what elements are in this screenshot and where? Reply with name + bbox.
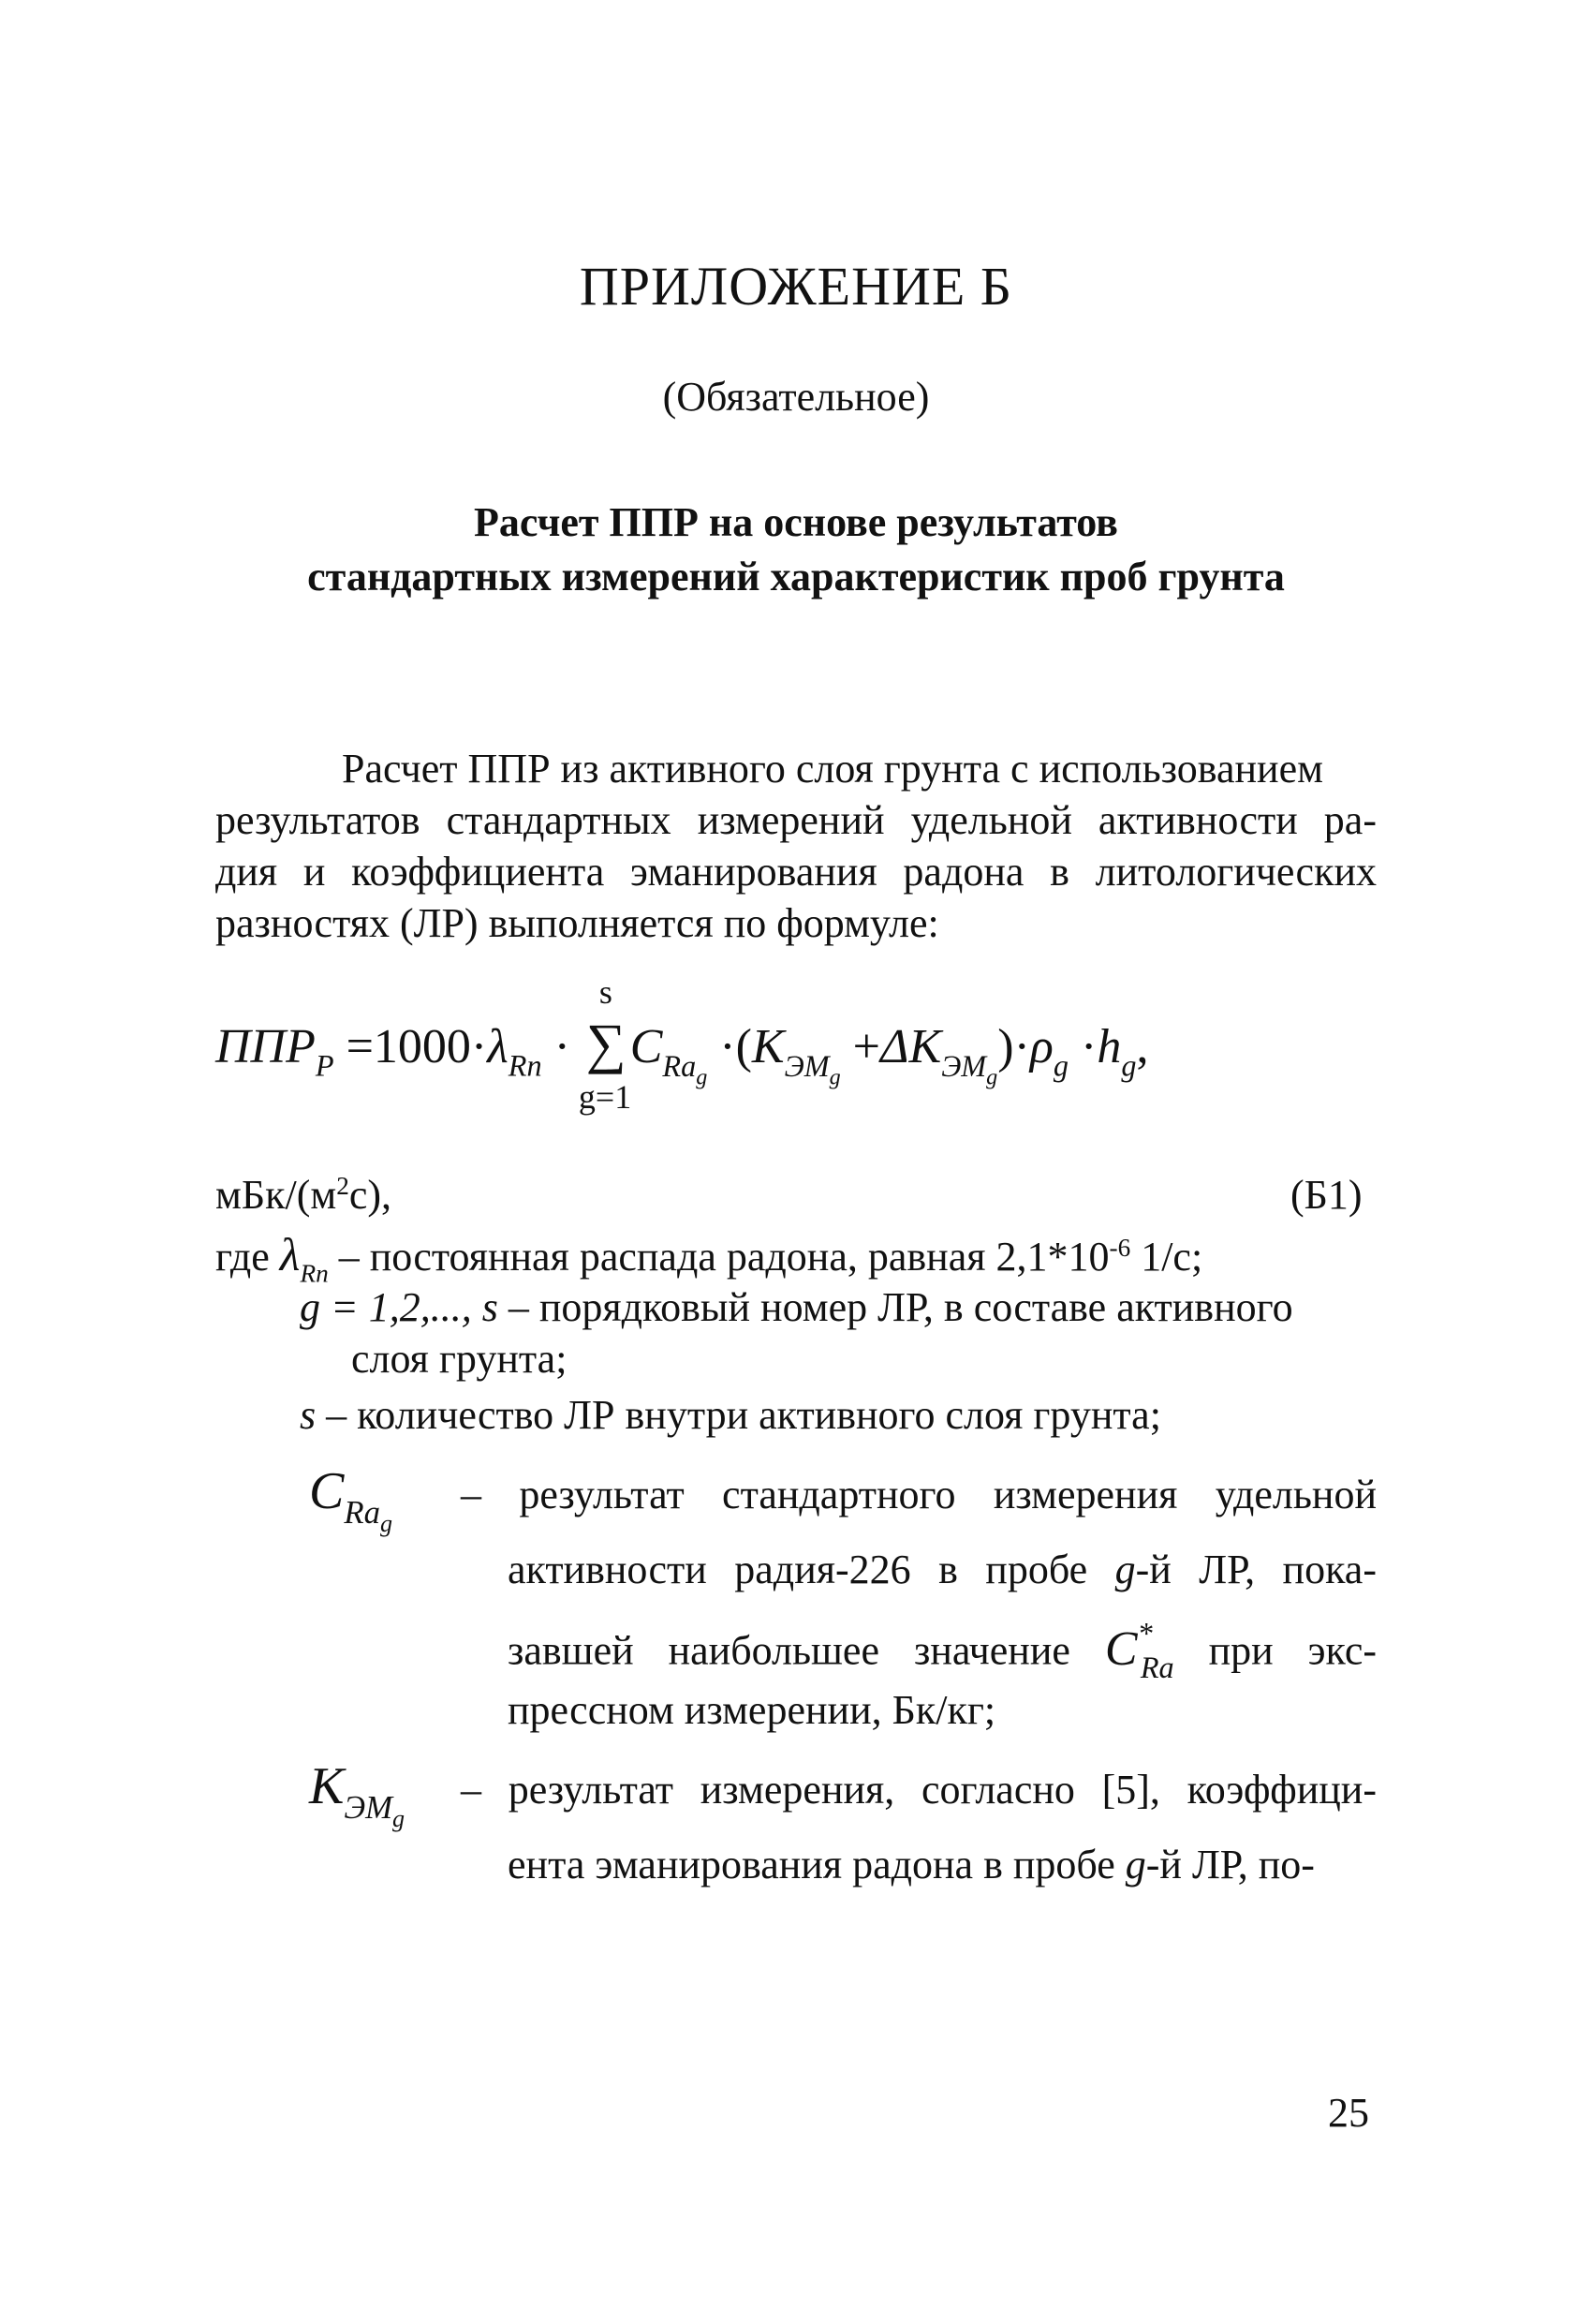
dk-subsub: g [986,1063,998,1089]
sum-upper-limit: s [598,973,612,1011]
def-k-line2: ента эманирования радона в пробе g-й ЛР, по- [508,1842,1315,1887]
formula-lhs: ППР [215,1020,316,1073]
def-k-symbol: $K_{ЭМ_g}$ [309,1757,405,1832]
dk-sub: ЭМ [941,1048,987,1083]
formula-units: мБк/$(м^2с)$, [215,1172,392,1218]
lambda-sub: Rn [508,1048,542,1083]
h-sub: g [1121,1048,1137,1083]
def-k-line1: – результат измерения, согласно [5], коэффици- [461,1767,1377,1813]
def-lambda: где $\lambda_{Rn}$ – постоянная распада радона, равная $2,1*10^{-6}$ 1/с; [215,1228,1203,1288]
k-sub: ЭМ [784,1048,830,1083]
c-symbol: C [629,1020,663,1073]
def-g-cont: слоя грунта; [351,1336,568,1382]
def-g: g = 1,2,..., s – порядковый номер ЛР, в составе активного [300,1284,1293,1330]
formula-const: =1000· [346,1020,488,1073]
def-s: s – количество ЛР внутри активного слоя грунта; [300,1392,1161,1438]
sum-lower-limit: g=1 [578,1078,632,1116]
def-c-symbol: $C_{Ra_g}$ [309,1462,392,1537]
appendix-status: (Обязательное) [662,374,930,420]
intro-line-4: разностях (ЛР) выполняется по формуле: [215,900,939,946]
c-subsub: g [696,1063,708,1089]
h-symbol: h [1097,1020,1122,1073]
def-c-line2: активности радия-226 в пробе g-й ЛР, пока- [508,1547,1377,1592]
lambda-symbol: λ [487,1020,509,1073]
rho-sub: g [1053,1048,1069,1083]
k-subsub: g [829,1063,841,1089]
k-symbol: K [751,1020,785,1073]
formula-lhs-sub: Р [315,1048,334,1083]
rho-symbol: ρ [1029,1020,1054,1073]
section-heading-line2: стандартных измерений характеристик проб грунта [307,554,1285,600]
dk-symbol: ΔK [880,1020,942,1073]
appendix-title: ПРИЛОЖЕНИЕ Б [579,256,1013,317]
c-sub: Ra [662,1048,697,1083]
intro-line-3: дия и коэффициента эманирования радона в литологических [215,849,1377,895]
page-number: 25 [1328,2090,1369,2136]
def-c-line4: прессном измерении, Бк/кг; [508,1687,996,1733]
sum-symbol: ∑ s g=1 [578,973,632,1116]
def-c-line3: завшей наибольшее значение $C^*_{Ra}$ при экс- [508,1616,1378,1685]
formula-number: (Б1) [1290,1172,1363,1218]
intro-line-2: результатов стандартных измерений удельной активности ра- [215,797,1377,843]
section-heading-line1: Расчет ППР на основе результатов [474,499,1118,545]
formula-b1: $ППР_Р =1000\cdot\lambda_{Rn}$ · ∑ s g=1 $C_{Ra_g} \cdot(K_{ЭМ_g} +\Delta K_{ЭМ_g})\cdot\rho_g \cdot h_g$, [215,973,1149,1116]
intro-line-1: Расчет ППР из активного слоя грунта с использованием [342,746,1323,792]
def-c-line1: – результат стандартного измерения удельной [461,1472,1377,1517]
